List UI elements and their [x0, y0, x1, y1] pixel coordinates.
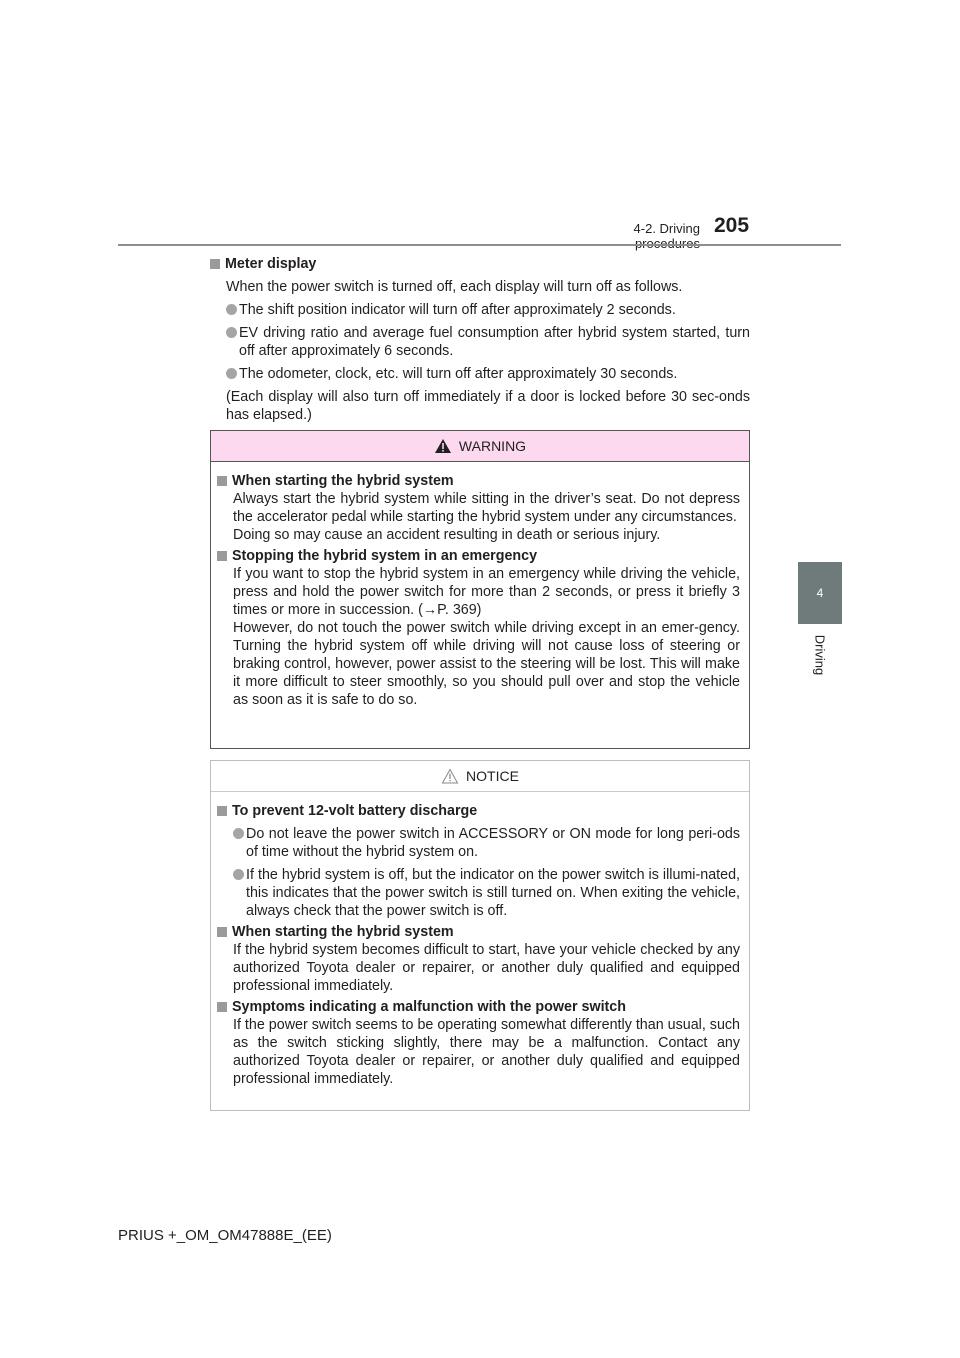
- square-bullet-icon: [217, 1002, 227, 1012]
- warning-title: WARNING: [458, 438, 527, 454]
- warning-box: [210, 430, 750, 749]
- square-bullet-icon: [217, 806, 227, 816]
- circle-bullet-icon: [233, 828, 244, 839]
- notice-paragraph: If the power switch seems to be operating somewhat differently than usual, such as the switch sticking slightly, there may be a malfunction. Contact any authorized Toyota dealer or repairer, or another duly qualified and equipped professional immediately.: [233, 1017, 740, 1087]
- notice-heading: Symptoms indicating a malfunction with the power switch: [217, 998, 740, 1016]
- meter-intro: When the power switch is turned off, each display will turn off as follows.: [226, 279, 683, 295]
- notice-paragraph: If the hybrid system becomes difficult to start, have your vehicle checked by any authorized Toyota dealer or repairer, or another duly qualified and equipped professional immediately.: [233, 942, 740, 994]
- meter-note: (Each display will also turn off immediately if a door is locked before 30 sec-onds has elapsed.): [226, 389, 750, 423]
- meter-bullet: EV driving ratio and average fuel consumption after hybrid system started, turn off after approximately 6 seconds.: [226, 324, 750, 360]
- circle-bullet-icon: [226, 304, 237, 315]
- square-bullet-icon: [217, 551, 227, 561]
- warning-heading: When starting the hybrid system: [217, 472, 740, 490]
- square-bullet-icon: [217, 476, 227, 486]
- circle-bullet-icon: [226, 327, 237, 338]
- meter-bullet: The shift position indicator will turn off after approximately 2 seconds.: [226, 301, 750, 319]
- header-rule: [118, 244, 841, 246]
- notice-heading: To prevent 12-volt battery discharge: [217, 802, 740, 820]
- notice-body: [211, 792, 749, 1088]
- warning-paragraph: Doing so may cause an accident resulting in death or serious injury.: [233, 527, 661, 543]
- warning-body: [211, 462, 749, 709]
- meter-bullet: The odometer, clock, etc. will turn off after approximately 30 seconds.: [226, 365, 750, 383]
- notice-heading: When starting the hybrid system: [217, 923, 740, 941]
- square-bullet-icon: [217, 927, 227, 937]
- square-bullet-icon: [210, 259, 220, 269]
- warning-triangle-icon: [434, 438, 452, 454]
- notice-box: [210, 760, 750, 1111]
- page-number: 205: [714, 214, 750, 237]
- warning-heading: Stopping the hybrid system in an emergency: [217, 547, 740, 565]
- caution-triangle-icon: [441, 768, 459, 784]
- document-id: PRIUS +_OM_OM47888E_(EE): [118, 1227, 332, 1244]
- warning-paragraph: If you want to stop the hybrid system in an emergency while driving the vehicle, press and hold the power switch for more than 2 seconds, or press it briefly 3 times or more in succession. (→P. 369): [233, 566, 740, 618]
- circle-bullet-icon: [233, 869, 244, 880]
- notice-title: NOTICE: [466, 768, 519, 784]
- chapter-tab-label: [792, 630, 848, 680]
- warning-header: [211, 431, 749, 462]
- notice-bullet: Do not leave the power switch in ACCESSORY or ON mode for long peri-ods of time without the hybrid system on.: [233, 825, 740, 861]
- chapter-tab-number: 4: [798, 562, 842, 624]
- meter-heading: Meter display: [210, 255, 750, 273]
- chapter-tab-label-text: Driving: [812, 634, 828, 676]
- warning-paragraph: Always start the hybrid system while sitting in the driver’s seat. Do not depress the accelerator pedal while starting the hybrid system under any circumstances.: [233, 491, 740, 525]
- warning-paragraph: However, do not touch the power switch while driving except in an emer-gency. Turning the hybrid system off while driving will not cause loss of steering or braking control, however, power assist to the steering will be lost. This will make it more difficult to steer smoothly, so you should pull over and stop the vehicle as soon as it is safe to do so.: [233, 620, 740, 708]
- meter-display-section: [210, 255, 750, 424]
- section-title: 4-2. Driving: [633, 221, 700, 236]
- circle-bullet-icon: [226, 368, 237, 379]
- notice-header: [211, 761, 749, 792]
- notice-bullet: If the hybrid system is off, but the indicator on the power switch is illumi-nated, this indicates that the power switch is still turned on. When exiting the vehicle, always check that the power switch is off.: [233, 866, 740, 920]
